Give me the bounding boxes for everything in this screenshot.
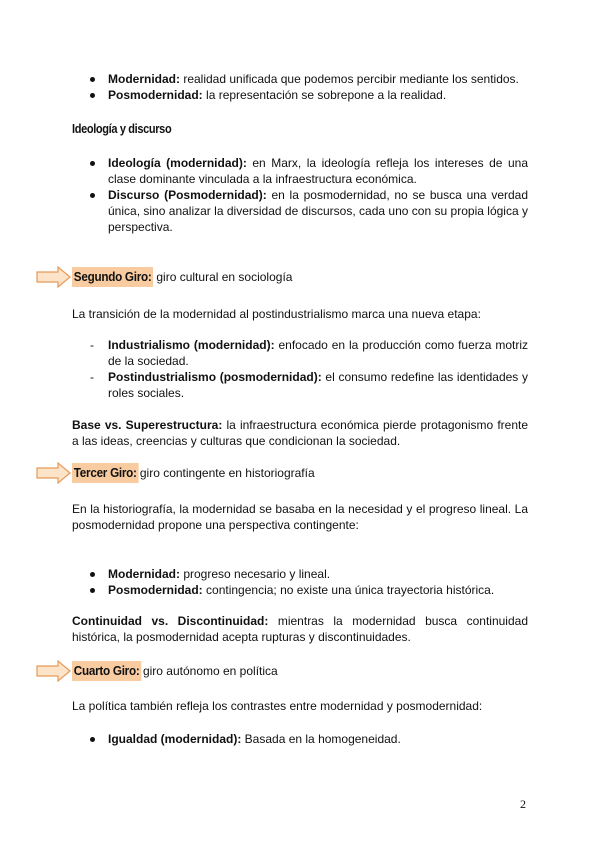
segundo-giro-title: Segundo Giro:	[72, 267, 153, 287]
continuidad-text: mientras la modernidad busca continuidad histórica, la posmodernidad acepta rupturas y discontinuidades.	[72, 614, 528, 644]
base-term: Base vs. Superestructura:	[72, 418, 223, 432]
ideologia-list	[72, 155, 528, 235]
page-number: 2	[520, 797, 526, 811]
segundo-giro-heading	[36, 266, 292, 288]
tercer-intro: En la historiografía, la modernidad se basaba en la necesidad y el progreso lineal. La posmodernidad propone una perspectiva contingente:	[72, 502, 528, 532]
list-item-term: Modernidad:	[108, 567, 180, 581]
list-item	[72, 369, 528, 401]
section-heading-ideologia: Ideología y discurso	[72, 122, 172, 136]
list-item-text: en la posmodernidad, no se busca una verdad única, sino analizar la diversidad de discursos, cada uno con su propia lógica y perspectiva.	[108, 188, 529, 234]
list-item	[72, 582, 528, 598]
list-item-term: Posmodernidad:	[108, 88, 203, 102]
list-item-term: Ideología (modernidad):	[108, 156, 247, 170]
list-item	[72, 87, 528, 103]
cuarto-giro-subtitle: giro autónomo en política	[142, 664, 278, 678]
list-item	[72, 566, 528, 582]
list-item	[72, 731, 528, 747]
cuarto-list	[72, 731, 528, 747]
list-item-text: contingencia; no existe una única trayectoria histórica.	[202, 583, 495, 597]
right-arrow-icon	[36, 660, 72, 682]
list-item-text: realidad unificada que podemos percibir mediante los sentidos.	[180, 72, 519, 86]
list-item-term: Postindustrialismo (posmodernidad):	[108, 370, 322, 384]
list-item-text: en Marx, la ideología refleja los intereses de una clase dominante vinculada a la infraestructura económica.	[108, 156, 528, 186]
list-item	[72, 155, 528, 187]
segundo-intro: La transición de la modernidad al postindustrialismo marca una nueva etapa:	[72, 307, 481, 321]
list-item-term: Industrialismo (modernidad):	[108, 338, 275, 352]
list-item-term: Posmodernidad:	[108, 583, 203, 597]
list-item	[72, 187, 528, 235]
tercer-list	[72, 566, 528, 598]
base-text: la infraestructura económica pierde protagonismo frente a las ideas, creencias y culturas que condicionan la sociedad.	[72, 418, 528, 448]
continuidad-term: Continuidad vs. Discontinuidad:	[72, 614, 269, 628]
tercer-giro-heading	[36, 462, 315, 484]
cuarto-giro-title: Cuarto Giro:	[72, 661, 141, 681]
list-item	[72, 337, 528, 369]
cuarto-intro: La política también refleja los contrastes entre modernidad y posmodernidad:	[72, 699, 483, 713]
list-item-text: progreso necesario y lineal.	[180, 567, 331, 581]
tercer-giro-subtitle: giro contingente en historiografía	[139, 466, 315, 480]
list-item	[72, 71, 528, 87]
list-item-text: enfocado en la producción como fuerza motriz de la sociedad.	[108, 338, 528, 368]
segundo-list	[72, 337, 528, 401]
segundo-giro-subtitle: giro cultural en sociología	[156, 270, 293, 284]
tercer-giro-title: Tercer Giro:	[72, 463, 138, 483]
list-item-text: Basada en la homogeneidad.	[241, 732, 401, 746]
list-item-text: el consumo redefine las identidades y roles sociales.	[108, 370, 528, 400]
cuarto-giro-heading	[36, 660, 278, 682]
list-item-term: Igualdad (modernidad):	[108, 732, 242, 746]
right-arrow-icon	[36, 266, 72, 288]
intro-list	[72, 71, 528, 103]
list-item-term: Modernidad:	[108, 72, 180, 86]
continuidad-paragraph	[72, 613, 528, 645]
right-arrow-icon	[36, 462, 72, 484]
list-item-term: Discurso (Posmodernidad):	[108, 188, 267, 202]
list-item-text: la representación se sobrepone a la realidad.	[202, 88, 447, 102]
base-superestructura-paragraph	[72, 417, 528, 449]
